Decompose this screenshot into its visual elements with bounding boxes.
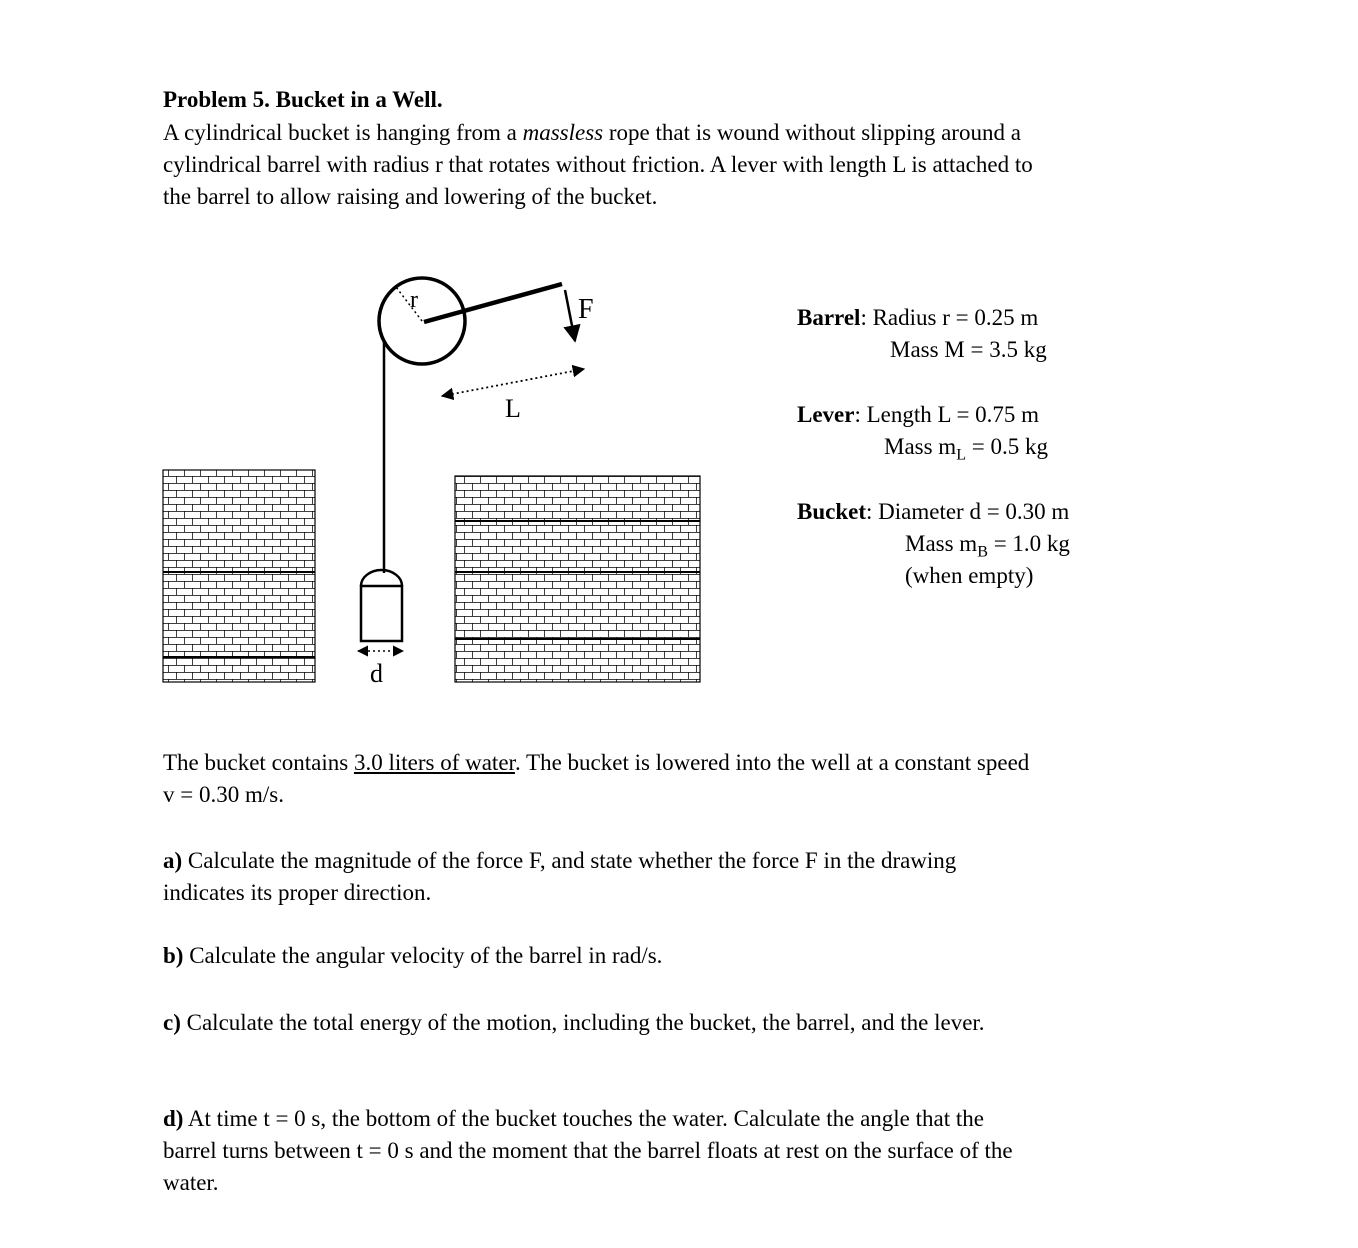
force-label: F [578,294,594,325]
spec-lever-line1: : Length L = 0.75 m [854,402,1040,427]
question-d [163,1103,1043,1199]
spec-barrel-line2: Mass M = 3.5 kg [890,337,1047,362]
question-b-label: b) [163,943,184,968]
lever-mass-subscript: L [956,446,967,464]
well-diagram [150,258,725,693]
question-b [163,940,1043,972]
specs-panel [797,302,1070,592]
intro-emphasis: massless [522,120,604,145]
statement-paragraph [163,747,1043,811]
question-c-label: c) [163,1010,181,1035]
intro-post: rope that is wound without slipping around a cylindrical barrel with radius r that rotates without friction. A lever with length L is attached to the barrel to allow raising and lowering of the bucket. [163,120,1033,209]
spec-barrel [797,302,1070,366]
lever-length-label: L [505,394,521,423]
bucket-mass-subscript: B [977,543,988,561]
right-well-wall [455,476,700,682]
intro-paragraph [163,117,1043,213]
question-a-text: Calculate the magnitude of the force F, and state whether the force F in the drawing indicates its proper direction. [163,848,957,905]
spec-bucket-line2: Mass $m_B = 1.0$ kg [905,531,1070,561]
statement-pre: The bucket contains [163,750,354,775]
statement-post: . The bucket is lowered into the well at a constant speed v = 0.30 m/s. [163,750,1030,807]
page-title: Problem 5. Bucket in a Well. [163,87,443,112]
spec-lever-line2: Mass $m_L = 0.5$ kg [884,434,1049,464]
statement-underlined: 3.0 liters of water [353,750,515,775]
lever-length-arrow [442,369,584,396]
bucket-lid-arc [361,570,402,586]
spec-barrel-line1: : Radius r = 0.25 m [860,305,1039,330]
intro-pre: A cylindrical bucket is hanging from a [163,120,523,145]
spec-bucket-name: Bucket [797,499,866,524]
diameter-label: d [370,659,383,688]
question-a-label: a) [163,848,183,873]
question-d-text: At time t = 0 s, the bottom of the bucket touches the water. Calculate the angle that the barrel turns between t = 0 s and the moment that the barrel floats at rest on the surface of the water. [163,1106,1013,1195]
spec-bucket [797,496,1070,592]
question-d-label: d) [163,1106,184,1131]
question-b-text: Calculate the angular velocity of the barrel in rad/s. [183,943,663,968]
question-c [163,1007,1043,1039]
radius-label: r [410,287,418,313]
spec-bucket-line3: (when empty) [905,563,1034,588]
spec-lever [797,399,1070,463]
spec-lever-name: Lever [797,402,855,427]
left-well-wall [163,470,315,682]
question-a [163,845,1043,909]
question-c-text: Calculate the total energy of the motion, including the bucket, the barrel, and the lever. [180,1010,985,1035]
spec-barrel-name: Barrel [797,305,861,330]
force-arrow [565,290,575,341]
spec-bucket-line1: : Diameter d = 0.30 m [866,499,1070,524]
bucket-body [361,586,402,641]
